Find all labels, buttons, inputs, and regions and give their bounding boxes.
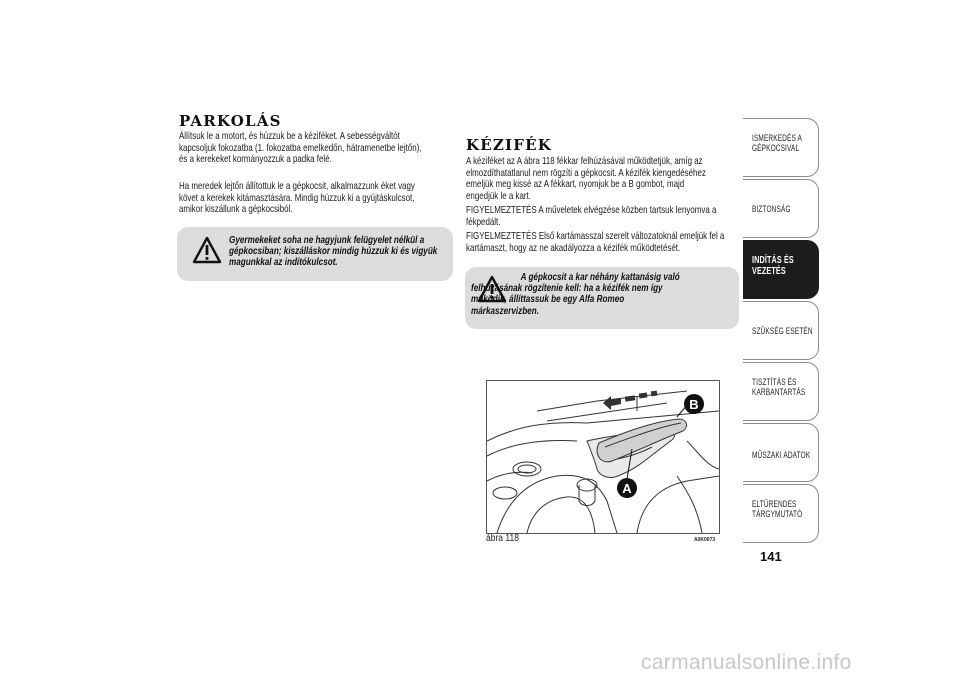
tab-label: BIZTONSÁG bbox=[752, 204, 791, 214]
handbrake-paragraph-1: A kéziféket az A ábra 118 fékkar felhúzásával működtetjük, amíg az elmozdíthatatlanul nem rögzíti a gépkocsit. A kézifék kiengedéséhez emeljük meg kissé az A fékkart, nyomjuk be a B gombot, majd engedjük le a kart. bbox=[466, 156, 706, 202]
tab-starting-driving[interactable] bbox=[743, 240, 819, 299]
handbrake-paragraph-2: FIGYELMEZTETÉS A műveletek elvégzése közben tartsuk lenyomva a fékpedált. bbox=[466, 205, 717, 228]
watermark: carmanualsonline.info bbox=[641, 651, 852, 674]
warning-text-handbrake: A gépkocsit a kar néhány kattanásig való felhúzásának rögzítenie kell: ha a kézifék nem így működik, állíttassuk be egy Alfa Romeo márkaszervizben. bbox=[471, 272, 680, 317]
tab-emergency[interactable] bbox=[743, 301, 819, 360]
figure-code: A0K0073 bbox=[694, 537, 716, 543]
tab-label: ELTÜRENDES TÁRGYMUTATÓ bbox=[752, 499, 803, 519]
tab-technical-data[interactable] bbox=[743, 423, 819, 482]
callout-b bbox=[684, 394, 704, 414]
warning-text-children: Gyermekeket soha ne hagyjunk felügyelet nélkül a gépkocsiban; kiszálláskor mindig húzzuk ki és vigyük magunkkal az indítókulcsot. bbox=[229, 235, 438, 269]
warning-box-children bbox=[177, 227, 453, 281]
section-heading-handbrake: KÉZIFÉK bbox=[466, 136, 552, 154]
warning-triangle-icon bbox=[192, 236, 222, 264]
tab-label: INDÍTÁS ÉS VEZETÉS bbox=[752, 255, 794, 277]
callout-a-label: A bbox=[622, 481, 632, 496]
callout-a bbox=[617, 478, 637, 498]
handbrake-illustration bbox=[486, 380, 720, 534]
tab-label: MŰSZAKI ADATOK bbox=[752, 450, 811, 460]
handbrake-paragraph-3: FIGYELMEZTETÉS Első kartámasszal szerelt változatoknál emeljük fel a kartámaszt, hogy az ne akadályozza a kézifék működtetését. bbox=[466, 231, 725, 254]
parking-paragraph-2: Ha meredek lejtőn állítottuk le a gépkocsit, alkalmazzunk éket vagy követ a kerekek kitámasztására. Mindig húzzuk ki a gyújtáskulcsot, amikor kiszállunk a gépkocsiból. bbox=[179, 181, 415, 216]
tab-index[interactable] bbox=[743, 484, 819, 543]
tab-getting-to-know[interactable] bbox=[743, 118, 819, 177]
tab-maintenance[interactable] bbox=[743, 362, 819, 421]
tab-label: SZÜKSÉG ESETÉN bbox=[752, 326, 813, 336]
callout-b-label: B bbox=[689, 397, 699, 412]
tab-label: ISMERKEDÉS A GÉPKOCSIVAL bbox=[752, 133, 802, 153]
page-number: 141 bbox=[760, 549, 782, 564]
figure-caption: ábra 118 bbox=[486, 533, 519, 544]
tab-label: TISZTÍTÁS ÉS KARBANTARTÁS bbox=[752, 377, 806, 397]
tab-safety[interactable] bbox=[743, 179, 819, 238]
handbrake-drawing bbox=[487, 381, 719, 533]
parking-paragraph-1: Állítsuk le a motort, és húzzuk be a kéziféket. A sebességváltót kapcsoljuk fokozatba (1. fokozatba emelkedőn, hátramenetbe lejtőn), és a kerekeket kormányozzuk a padka felé. bbox=[179, 131, 422, 166]
section-heading-parking: PARKOLÁS bbox=[179, 112, 282, 130]
warning-box-handbrake bbox=[465, 267, 739, 329]
